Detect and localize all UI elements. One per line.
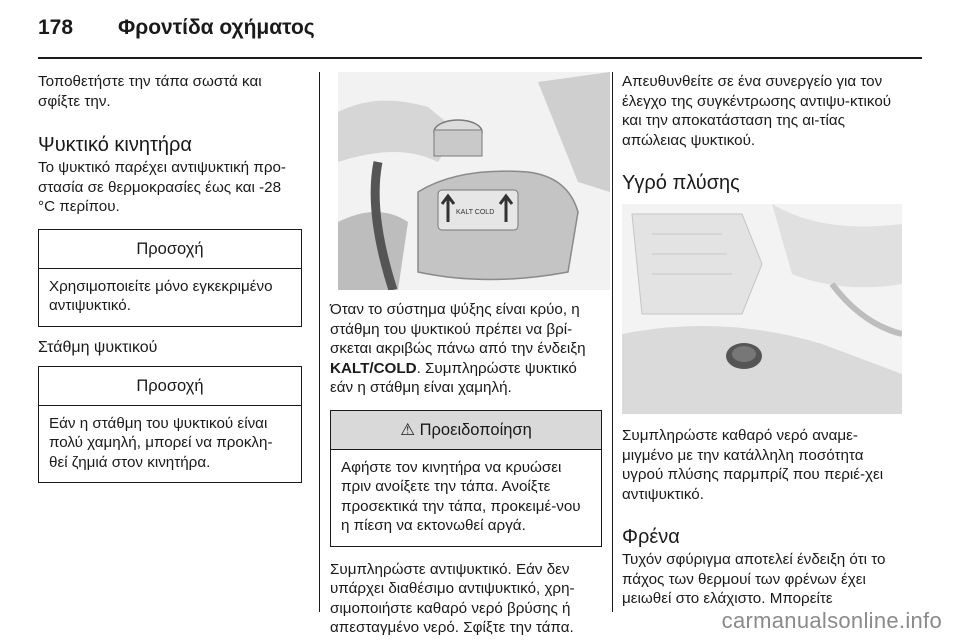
warning-text: Αφήστε τον κινητήρα να κρυώσει πριν ανοίξετε την τάπα. Ανοίξτε προσεκτικά την τάπα, προκειμέ-νου η πίεση να εκτονωθεί αργά.	[341, 458, 581, 534]
page-number: 178	[38, 16, 74, 39]
watermark: carmanualsonline.info	[721, 608, 942, 633]
header-rule	[38, 57, 922, 59]
caution-title: Προσοχή	[39, 230, 301, 269]
workshop-text: Απευθυνθείτε σε ένα συνεργείο για τον έλεγχο της συγκέντρωσης αντιψυ-κτικού και την αποκατάσταση της αι-τίας απώλειας ψυκτικού.	[622, 73, 892, 149]
caution-title: Προσοχή	[39, 367, 301, 406]
column-1	[38, 72, 302, 483]
washer-reservoir-illustration	[622, 204, 902, 414]
washer-fluid-heading: Υγρό πλύσης	[622, 172, 740, 194]
figure-label: KALT COLD	[456, 209, 495, 216]
caution-text: Χρησιμοποιείτε μόνο εγκεκριμένο αντιψυκτικό.	[49, 277, 273, 314]
column-3	[622, 72, 904, 609]
column-2	[330, 72, 602, 638]
page-title: Φροντίδα οχήματος	[118, 16, 315, 39]
coolant-heading: Ψυκτικό κινητήρα	[38, 134, 192, 156]
coolant-level-text-b: . Συμπληρώστε ψυκτικό εάν η στάθμη είναι χαμηλή.	[330, 359, 577, 396]
washer-fluid-text: Συμπληρώστε καθαρό νερό αναμε-μιγμένο με την κατάλληλη ποσότητα υγρού πλύσης παρμπρίζ που περιέ-χει αντιψυκτικό.	[622, 427, 884, 503]
coolant-reservoir-illustration	[338, 72, 610, 290]
brakes-text: Τυχόν σφύριγμα αποτελεί ένδειξη ότι το πάχος των θερμουί των φρένων έχει μειωθεί στο ελάχιστο. Μπορείτε	[622, 551, 886, 607]
column-divider-1	[319, 72, 320, 612]
warning-title: Προειδοποίηση	[419, 420, 532, 439]
caution-box-2	[38, 366, 302, 484]
page-header	[0, 0, 960, 60]
kalt-cold-label: KALT/COLD	[330, 359, 417, 377]
warning-header	[331, 411, 601, 450]
refill-text: Συμπληρώστε αντιψυκτικό. Εάν δεν υπάρχει διαθέσιμο αντιψυκτικό, χρη-σιμοποιήστε καθαρό νερό βρύσης ή απεσταγμένο νερό. Σφίξτε την τάπα.	[330, 560, 575, 636]
warning-box	[330, 410, 602, 547]
coolant-level-text-a: Όταν το σύστημα ψύξης είναι κρύο, η στάθμη του ψυκτικού πρέπει να βρί-σκεται ακριβώς πάνω από την ένδειξη	[330, 301, 586, 357]
coolant-text: Το ψυκτικό παρέχει αντιψυκτική προ-στασία σε θερμοκρασίες έως και -28 °C περίπου.	[38, 159, 286, 215]
column-divider-2	[612, 72, 613, 612]
coolant-level-text	[330, 300, 602, 398]
coolant-reservoir-image	[338, 72, 610, 290]
caution-text: Εάν η στάθμη του ψυκτικού είναι πολύ χαμηλή, μπορεί να προκλη-θεί ζημιά στον κινητήρα.	[49, 414, 273, 471]
washer-reservoir-image	[622, 204, 902, 414]
warning-icon: ⚠	[400, 420, 416, 439]
intro-text: Τοποθετήστε την τάπα σωστά και σφίξτε την.	[38, 73, 262, 110]
level-heading: Στάθμη ψυκτικού	[38, 338, 158, 356]
caution-box-1	[38, 229, 302, 327]
brakes-heading: Φρένα	[622, 526, 680, 548]
